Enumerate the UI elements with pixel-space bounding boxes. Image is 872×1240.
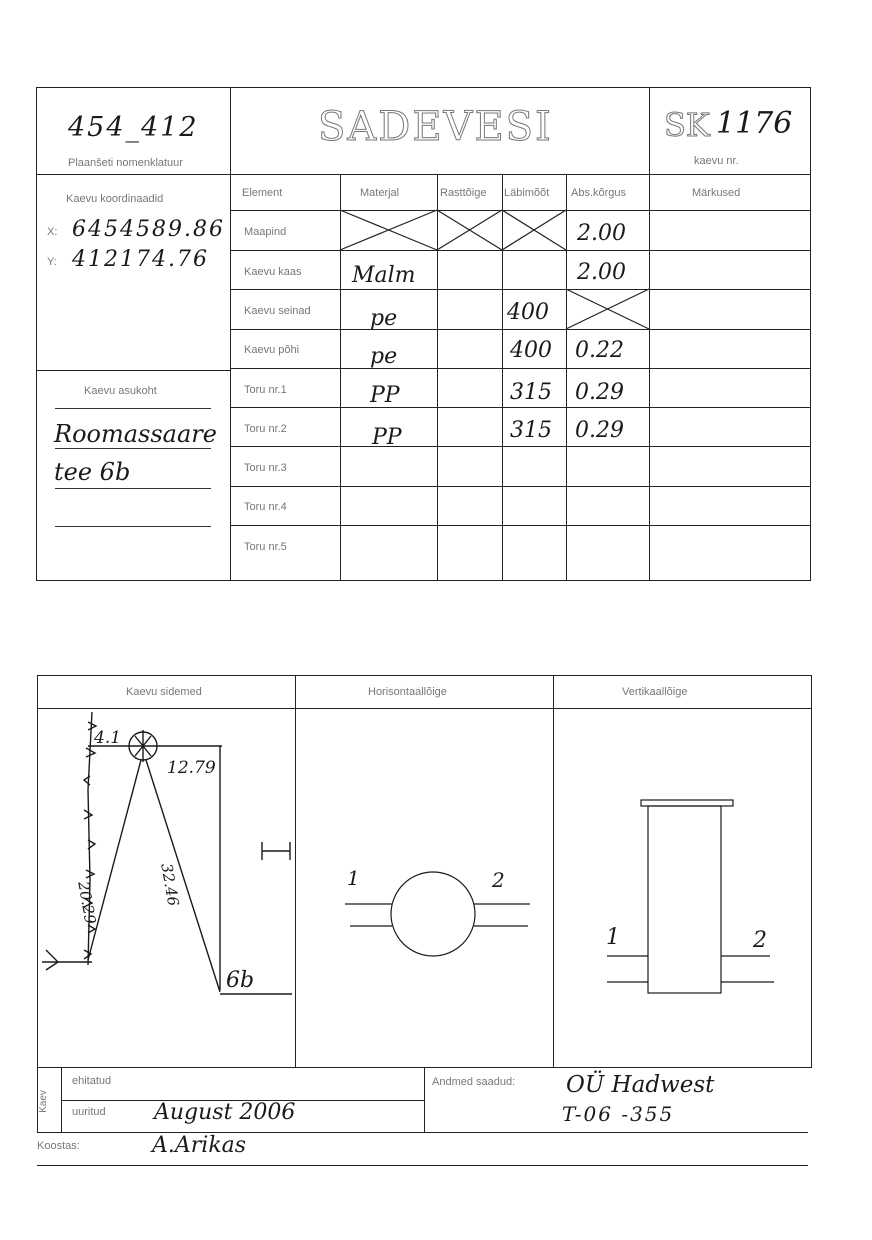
well-number-prefix: SK — [664, 106, 710, 144]
y-coordinate: 412174.76 — [72, 247, 209, 272]
vertical-label: Vertikaallõige — [622, 686, 688, 698]
abs-value: 0.22 — [575, 338, 624, 363]
x-label: X: — [47, 226, 58, 238]
data-from-label: Andmed saadud: — [432, 1076, 516, 1088]
location-label: Kaevu asukoht — [84, 385, 157, 397]
well-number: 1176 — [716, 106, 793, 141]
row-label: Kaevu põhi — [244, 344, 300, 356]
tie-offset: 4.1 — [94, 728, 122, 748]
data-from-value: OÜ Hadwest — [566, 1072, 715, 1098]
side-label: Kaev — [37, 1090, 49, 1113]
tie-right-distance-diag: 32.46 — [157, 862, 183, 908]
row-label: Toru nr.2 — [244, 423, 287, 435]
tie-left-distance: 20.29 — [74, 880, 100, 926]
abs-value: 2.00 — [577, 260, 626, 285]
diameter-value: 315 — [510, 418, 552, 443]
material-value: PP — [370, 383, 400, 408]
col-rast: Rasttõige — [440, 187, 487, 199]
diameter-value: 400 — [507, 300, 549, 325]
surveyed-label: uuritud — [72, 1106, 106, 1118]
compiled-value: A.Arikas — [152, 1133, 247, 1158]
row-label: Maapind — [244, 226, 287, 238]
row-label: Kaevu kaas — [244, 266, 302, 278]
material-value: pe — [370, 344, 398, 369]
col-notes: Märkused — [692, 187, 741, 199]
row-label: Kaevu seinad — [244, 305, 311, 317]
col-abs: Abs.kõrgus — [571, 187, 627, 199]
tie-right-distance: 12.79 — [167, 758, 216, 778]
material-value: Malm — [352, 263, 416, 288]
plan-number: 454_412 — [68, 112, 199, 143]
location-line2: tee 6b — [54, 458, 131, 486]
well-number-label: kaevu nr. — [694, 155, 739, 167]
abs-value: 0.29 — [575, 380, 624, 405]
row-label: Toru nr.5 — [244, 541, 287, 553]
built-label: ehitatud — [72, 1075, 112, 1087]
material-value: PP — [372, 425, 402, 450]
abs-value: 2.00 — [577, 221, 626, 246]
diameter-value: 400 — [510, 338, 552, 363]
compiled-label: Koostas: — [37, 1140, 80, 1152]
col-diameter: Läbimõõt — [504, 187, 550, 199]
location-line1: Roomassaare — [54, 420, 217, 448]
surveyed-value: August 2006 — [154, 1100, 296, 1125]
house-number: 6b — [226, 968, 255, 993]
abs-value: 0.29 — [575, 418, 624, 443]
y-label: Y: — [47, 256, 57, 268]
ties-label: Kaevu sidemed — [126, 686, 202, 698]
col-element: Element — [242, 187, 283, 199]
diameter-value: 315 — [510, 380, 552, 405]
h-pipe1-label: 1 — [347, 866, 360, 890]
horizontal-label: Horisontaallõige — [368, 686, 447, 698]
h-pipe2-label: 2 — [492, 868, 505, 892]
coordinates-label: Kaevu koordinaadid — [66, 193, 164, 205]
col-material: Materjal — [360, 187, 400, 199]
v-pipe1-label: 1 — [606, 925, 620, 950]
plan-number-label: Plaanšeti nomenklatuur — [68, 157, 183, 169]
x-coordinate: 6454589.86 — [72, 217, 225, 242]
row-label: Toru nr.4 — [244, 501, 287, 513]
row-label: Toru nr.3 — [244, 462, 287, 474]
data-ref: T-06 -355 — [562, 1102, 675, 1126]
page-title: SADEVESI — [318, 104, 553, 150]
material-value: pe — [370, 306, 398, 331]
row-label: Toru nr.1 — [244, 384, 287, 396]
v-pipe2-label: 2 — [753, 928, 767, 953]
